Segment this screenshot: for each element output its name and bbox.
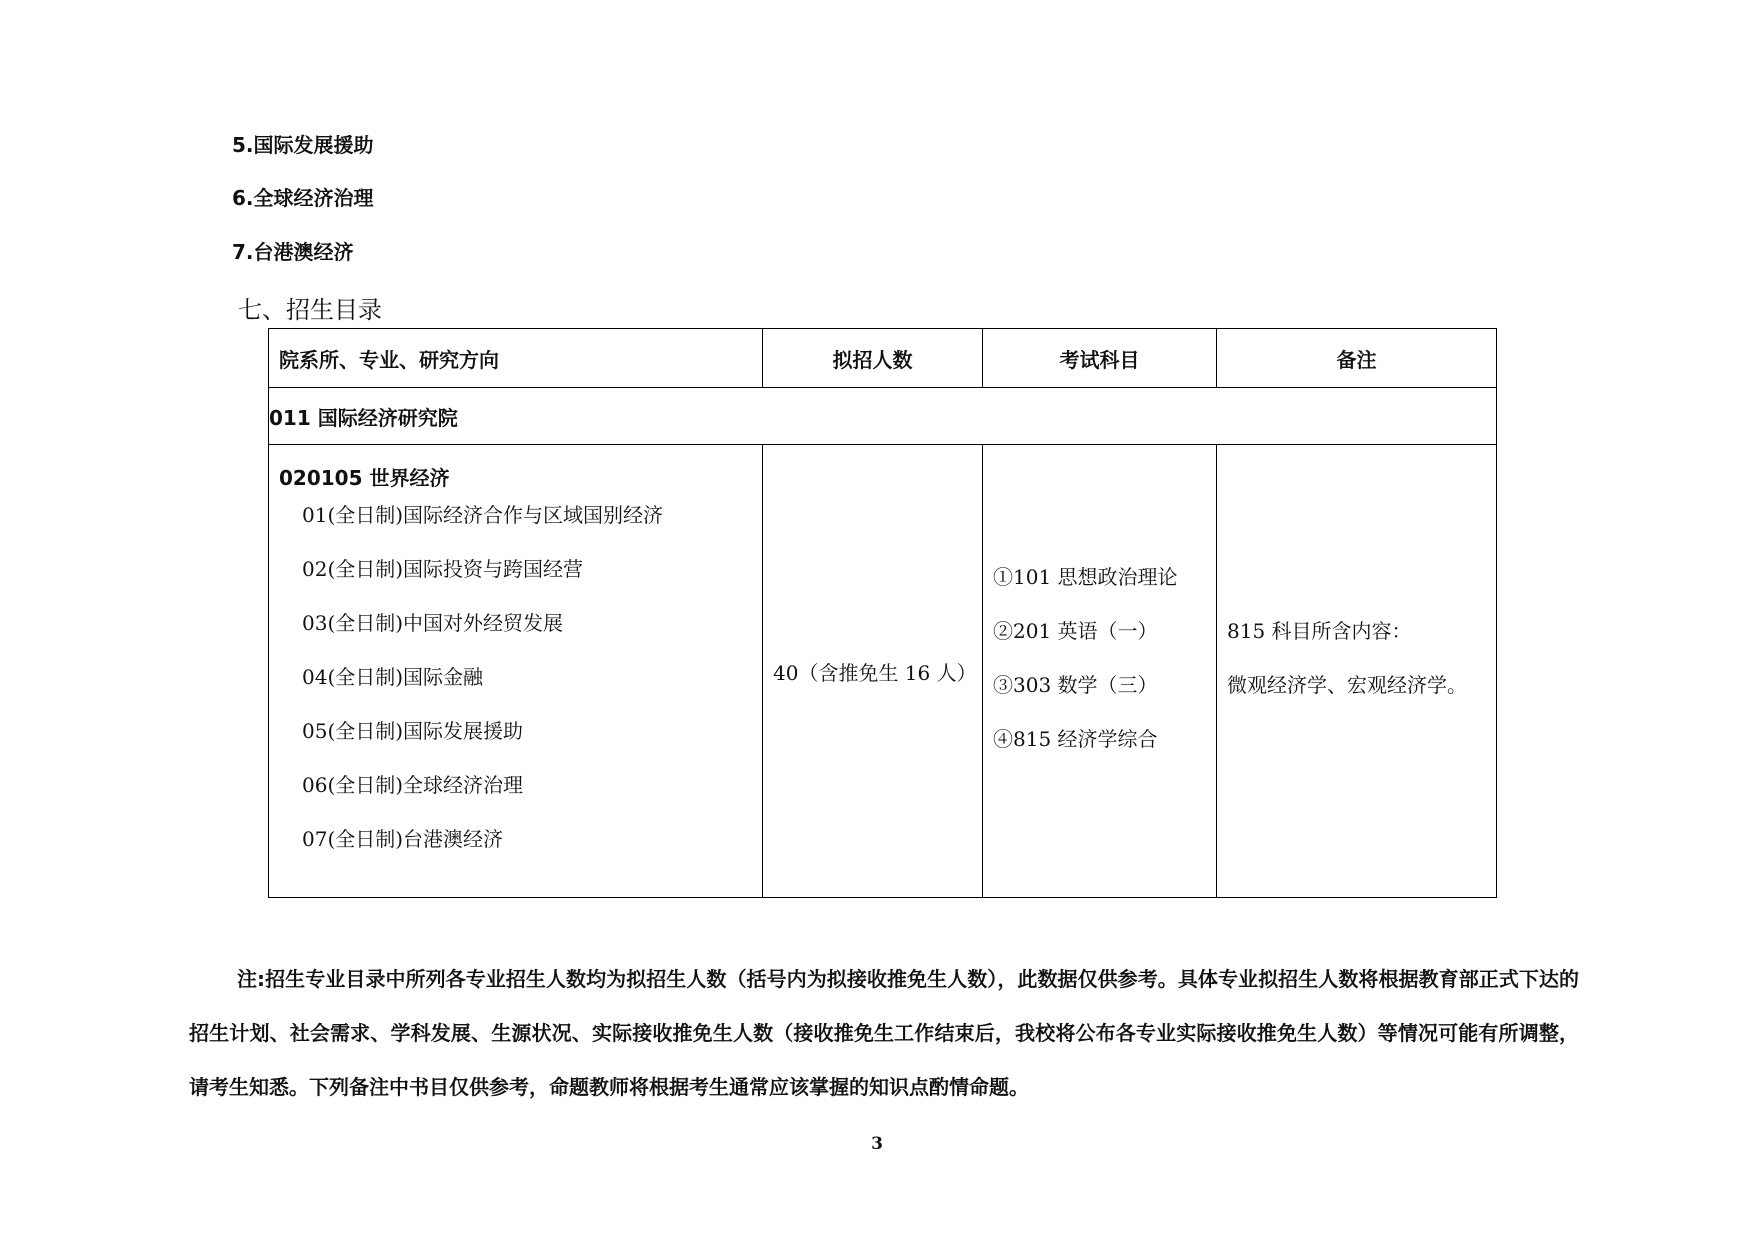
institute-name: 011 国际经济研究院	[269, 388, 1497, 445]
institute-row	[269, 388, 1497, 445]
direction-item: 04(全日制)国际金融	[302, 665, 484, 689]
direction-item: 02(全日制)国际投资与跨国经营	[302, 557, 584, 581]
direction-item: 06(全日制)全球经济治理	[302, 773, 524, 797]
remark-line: 815 科目所含内容：	[1227, 619, 1412, 643]
direction-item: 03(全日制)中国对外经贸发展	[302, 611, 564, 635]
remark-cell	[1217, 445, 1497, 898]
exam-subject: ③303 数学（三）	[993, 673, 1158, 697]
exam-subject: ④815 经济学综合	[993, 727, 1158, 751]
page-number: 3	[871, 1134, 883, 1154]
direction-item: 07(全日制)台港澳经济	[302, 827, 504, 851]
research-direction-item: 7.台港澳经济	[232, 240, 354, 264]
table-row	[269, 445, 1497, 898]
direction-item: 05(全日制)国际发展援助	[302, 719, 524, 743]
admission-note: 注:招生专业目录中所列各专业招生人数均为拟招生人数（括号内为拟接收推免生人数），此数据仅供参考。具体专业拟招生人数将根据教育部正式下达的招生计划、社会需求、学科发展、生源状况、实际接收推免生人数（接收推免生工作结束后，我校将公布各专业实际接收推免生人数）等情况可能有所调整，请考生知悉。下列备注中书目仅供参考，命题教师将根据考生通常应该掌握的知识点酌情命题。	[189, 967, 1579, 1099]
major-cell	[269, 445, 763, 898]
major-name: 020105 世界经济	[279, 466, 450, 490]
header-department: 院系所、专业、研究方向	[269, 329, 763, 388]
exam-subject: ②201 英语（一）	[993, 619, 1158, 643]
research-direction-item: 6.全球经济治理	[232, 186, 374, 210]
table-header-row	[269, 329, 1497, 388]
exam-subject: ①101 思想政治理论	[993, 565, 1178, 589]
quota-cell: 40（含推免生 16 人）	[763, 445, 983, 898]
remark-line: 微观经济学、宏观经济学。	[1227, 673, 1467, 697]
admission-catalog-table	[268, 328, 1497, 898]
section-title: 七、招生目录	[238, 296, 382, 324]
exam-cell	[983, 445, 1217, 898]
research-direction-item: 5.国际发展援助	[232, 133, 374, 157]
header-quota: 拟招人数	[763, 329, 983, 388]
header-remarks: 备注	[1217, 329, 1497, 388]
direction-item: 01(全日制)国际经济合作与区域国别经济	[302, 503, 664, 527]
header-exam-subjects: 考试科目	[983, 329, 1217, 388]
